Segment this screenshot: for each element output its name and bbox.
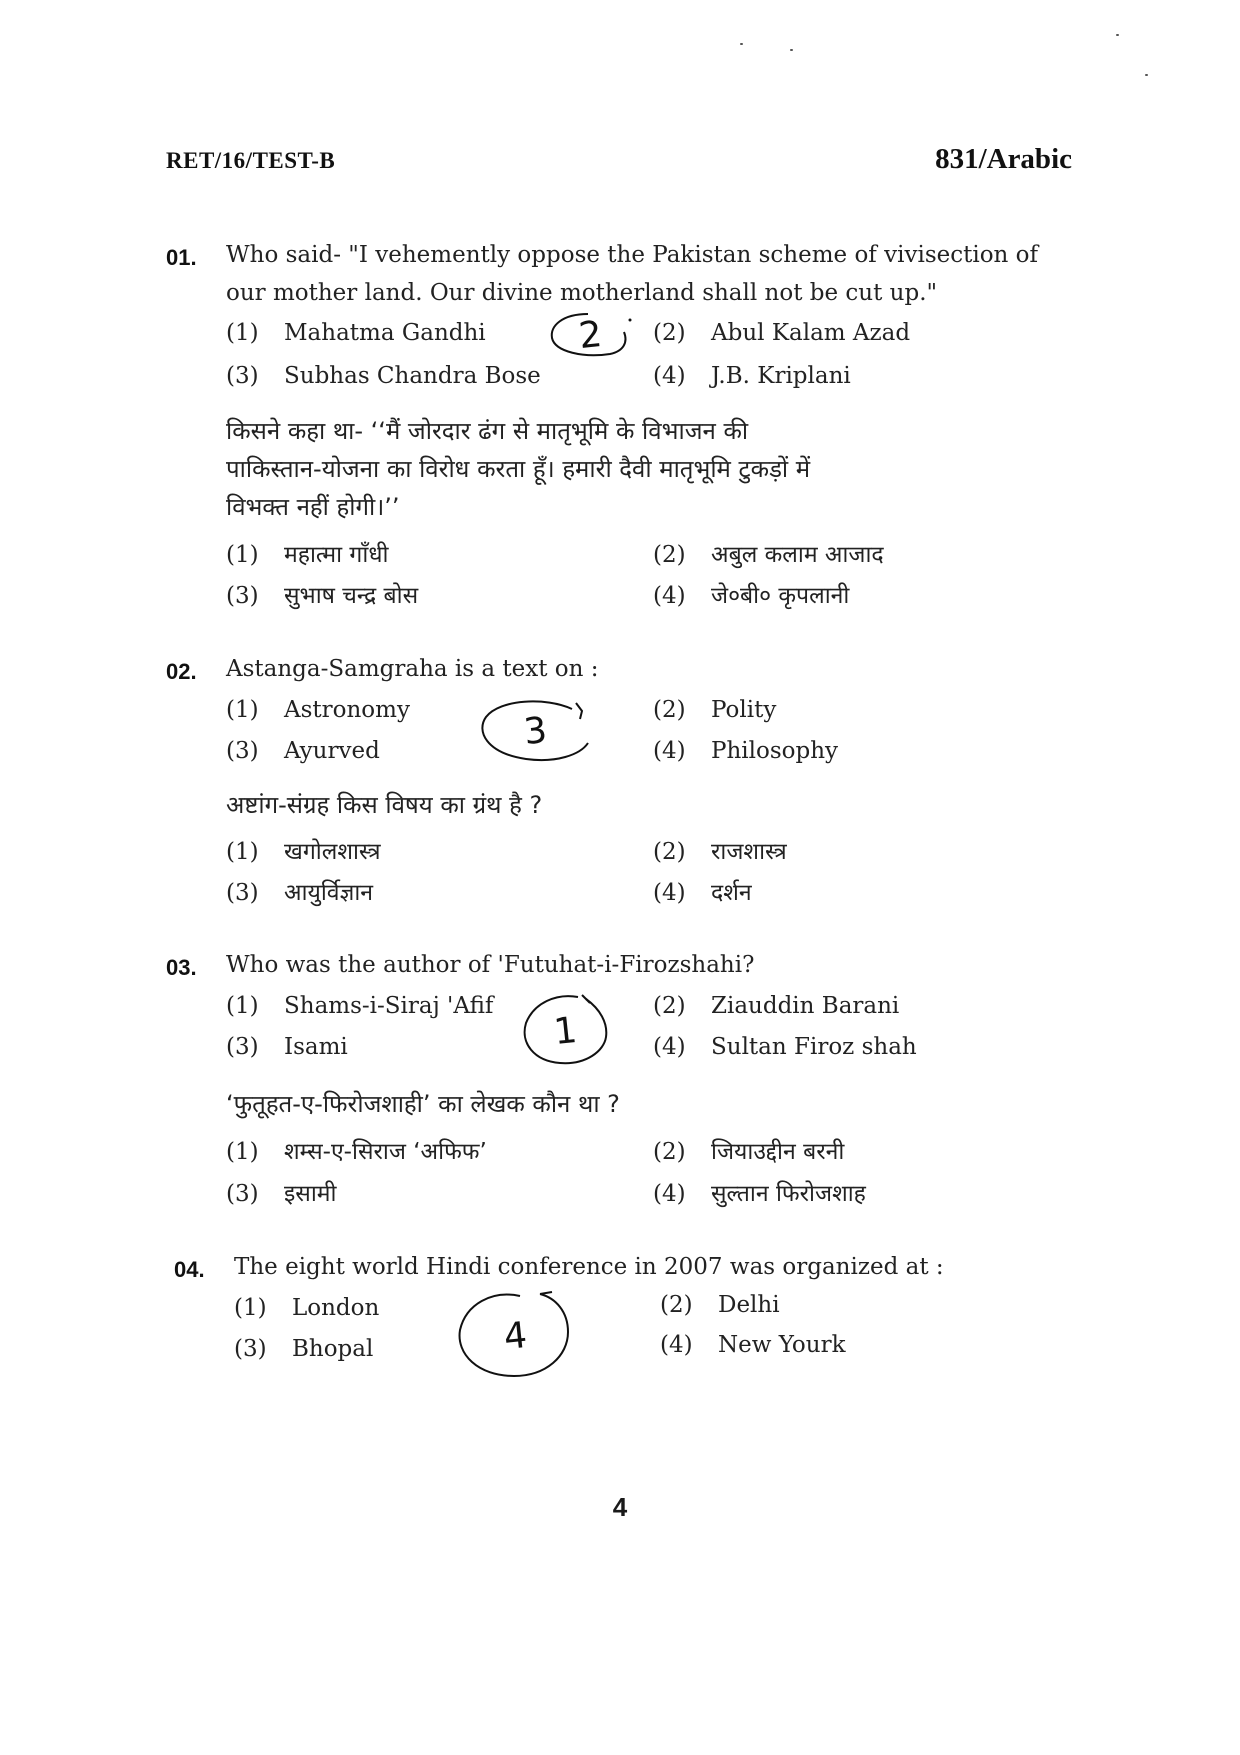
option-text: महात्मा गाँधी <box>284 542 389 568</box>
option-label: (4) <box>653 880 686 906</box>
question-text-hi: ‘फुतूहत-ए-फिरोजशाही’ का लेखक कौन था ? <box>226 1090 620 1118</box>
option-2-en[interactable] <box>653 697 776 723</box>
option-text: शम्स-ए-सिराज ‘अफिफ’ <box>284 1139 487 1165</box>
option-label: (2) <box>653 542 686 568</box>
option-label: (2) <box>653 697 686 723</box>
option-text: Sultan Firoz shah <box>711 1034 917 1060</box>
option-text: J.B. Kriplani <box>711 363 851 389</box>
option-label: (3) <box>226 880 259 906</box>
option-text: London <box>292 1295 380 1321</box>
option-2-hi[interactable] <box>653 1134 844 1166</box>
question-text-hi: किसने कहा था- ‘‘मैं जोरदार ढंग से मातृभूमि के विभाजन की <box>226 417 749 445</box>
handwritten-answer-circle <box>548 310 632 360</box>
option-text: सुल्तान फिरोजशाह <box>711 1181 866 1207</box>
option-label: (1) <box>226 320 259 346</box>
question-text-en: our mother land. Our divine motherland shall not be cut up." <box>226 280 938 306</box>
option-text: Isami <box>284 1034 348 1060</box>
option-text: Bhopal <box>292 1336 374 1362</box>
option-2-en[interactable] <box>653 320 910 346</box>
option-text: Philosophy <box>711 738 839 764</box>
option-text: Shams-i-Siraj 'Afif <box>284 993 494 1019</box>
option-text: Astronomy <box>284 697 410 723</box>
option-label: (3) <box>226 363 259 389</box>
question-text-en: Astanga-Samgraha is a text on : <box>226 656 599 682</box>
option-3-en[interactable] <box>226 1034 348 1060</box>
option-3-en[interactable] <box>226 738 380 764</box>
marked-answer: 3 <box>521 709 549 753</box>
option-label: (4) <box>653 738 686 764</box>
scan-speck <box>1145 74 1148 76</box>
marked-answer: 2 <box>576 313 604 357</box>
handwritten-answer-circle <box>476 695 594 767</box>
option-label: (2) <box>653 320 686 346</box>
option-label: (3) <box>226 583 259 609</box>
option-2-en[interactable] <box>653 993 899 1019</box>
question-text-en: The eight world Hindi conference in 2007 was organized at : <box>234 1254 944 1280</box>
option-label: (2) <box>653 839 686 865</box>
handwritten-answer-circle <box>520 993 610 1069</box>
option-label: (4) <box>653 1034 686 1060</box>
option-2-hi[interactable] <box>653 537 884 569</box>
option-3-en[interactable] <box>234 1336 373 1362</box>
option-4-hi[interactable] <box>653 578 849 610</box>
option-label: (1) <box>234 1295 267 1321</box>
question-number: 02. <box>166 659 197 684</box>
option-3-hi[interactable] <box>226 875 373 907</box>
option-label: (1) <box>226 697 259 723</box>
option-label: (4) <box>660 1332 693 1358</box>
option-4-hi[interactable] <box>653 875 752 907</box>
option-text: सुभाष चन्द्र बोस <box>284 583 419 609</box>
option-4-hi[interactable] <box>653 1176 866 1208</box>
scan-speck <box>1116 34 1119 36</box>
option-1-en[interactable] <box>226 993 493 1019</box>
option-label: (4) <box>653 1181 686 1207</box>
option-4-en[interactable] <box>653 363 851 389</box>
option-text: Abul Kalam Azad <box>711 320 911 346</box>
option-4-en[interactable] <box>653 738 838 764</box>
option-label: (3) <box>226 1034 259 1060</box>
option-label: (2) <box>660 1292 693 1318</box>
option-label: (1) <box>226 993 259 1019</box>
option-1-en[interactable] <box>234 1295 379 1321</box>
option-text: New Yourk <box>718 1332 846 1358</box>
question-number: 04. <box>174 1257 205 1282</box>
option-2-en[interactable] <box>660 1292 780 1318</box>
option-label: (4) <box>653 363 686 389</box>
option-text: Ziauddin Barani <box>711 993 900 1019</box>
option-1-en[interactable] <box>226 320 486 346</box>
subject-code: 831/Arabic <box>935 143 1072 175</box>
option-text: Ayurved <box>284 738 380 764</box>
option-4-en[interactable] <box>653 1034 917 1060</box>
option-text: राजशास्त्र <box>711 839 787 865</box>
marked-answer: 4 <box>501 1314 529 1358</box>
option-text: Mahatma Gandhi <box>284 320 486 346</box>
scan-speck <box>790 49 793 51</box>
option-text: इसामी <box>284 1181 337 1207</box>
option-2-hi[interactable] <box>653 834 787 866</box>
scan-speck <box>740 43 743 45</box>
question-text-en: Who said- "I vehemently oppose the Pakistan scheme of vivisection of <box>226 242 1039 268</box>
option-1-en[interactable] <box>226 697 410 723</box>
option-label: (3) <box>226 738 259 764</box>
option-text: खगोलशास्त्र <box>284 839 381 865</box>
option-label: (1) <box>226 542 259 568</box>
option-1-hi[interactable] <box>226 537 388 569</box>
option-text: आयुर्विज्ञान <box>284 880 374 906</box>
marked-answer: 1 <box>551 1009 579 1053</box>
handwritten-answer-circle <box>456 1290 574 1382</box>
option-text: जियाउद्दीन बरनी <box>711 1139 845 1165</box>
option-label: (2) <box>653 993 686 1019</box>
question-text-en: Who was the author of 'Futuhat-i-Firozshahi? <box>226 952 755 978</box>
option-text: दर्शन <box>711 880 752 906</box>
option-4-en[interactable] <box>660 1332 846 1358</box>
option-label: (1) <box>226 1139 259 1165</box>
option-text: जे०बी० कृपलानी <box>711 583 850 609</box>
option-3-en[interactable] <box>226 363 541 389</box>
option-text: Subhas Chandra Bose <box>284 363 541 389</box>
option-label: (3) <box>226 1181 259 1207</box>
option-text: Delhi <box>718 1292 780 1318</box>
option-1-hi[interactable] <box>226 834 381 866</box>
page-number: 4 <box>612 1492 628 1522</box>
option-text: अबुल कलाम आजाद <box>711 542 884 568</box>
option-3-hi[interactable] <box>226 578 418 610</box>
question-number: 03. <box>166 955 197 980</box>
option-text: Polity <box>711 697 777 723</box>
question-text-hi: विभक्त नहीं होगी।’’ <box>226 493 400 521</box>
option-label: (1) <box>226 839 259 865</box>
question-text-hi: पाकिस्तान-योजना का विरोध करता हूँ। हमारी दैवी मातृभूमि टुकड़ों में <box>226 455 811 483</box>
question-text-hi: अष्टांग-संग्रह किस विषय का ग्रंथ है ? <box>226 791 543 819</box>
option-3-hi[interactable] <box>226 1176 337 1208</box>
paper-code: RET/16/TEST-B <box>166 148 336 173</box>
option-label: (3) <box>234 1336 267 1362</box>
question-number: 01. <box>166 245 197 270</box>
option-1-hi[interactable] <box>226 1134 487 1166</box>
option-label: (4) <box>653 583 686 609</box>
option-label: (2) <box>653 1139 686 1165</box>
